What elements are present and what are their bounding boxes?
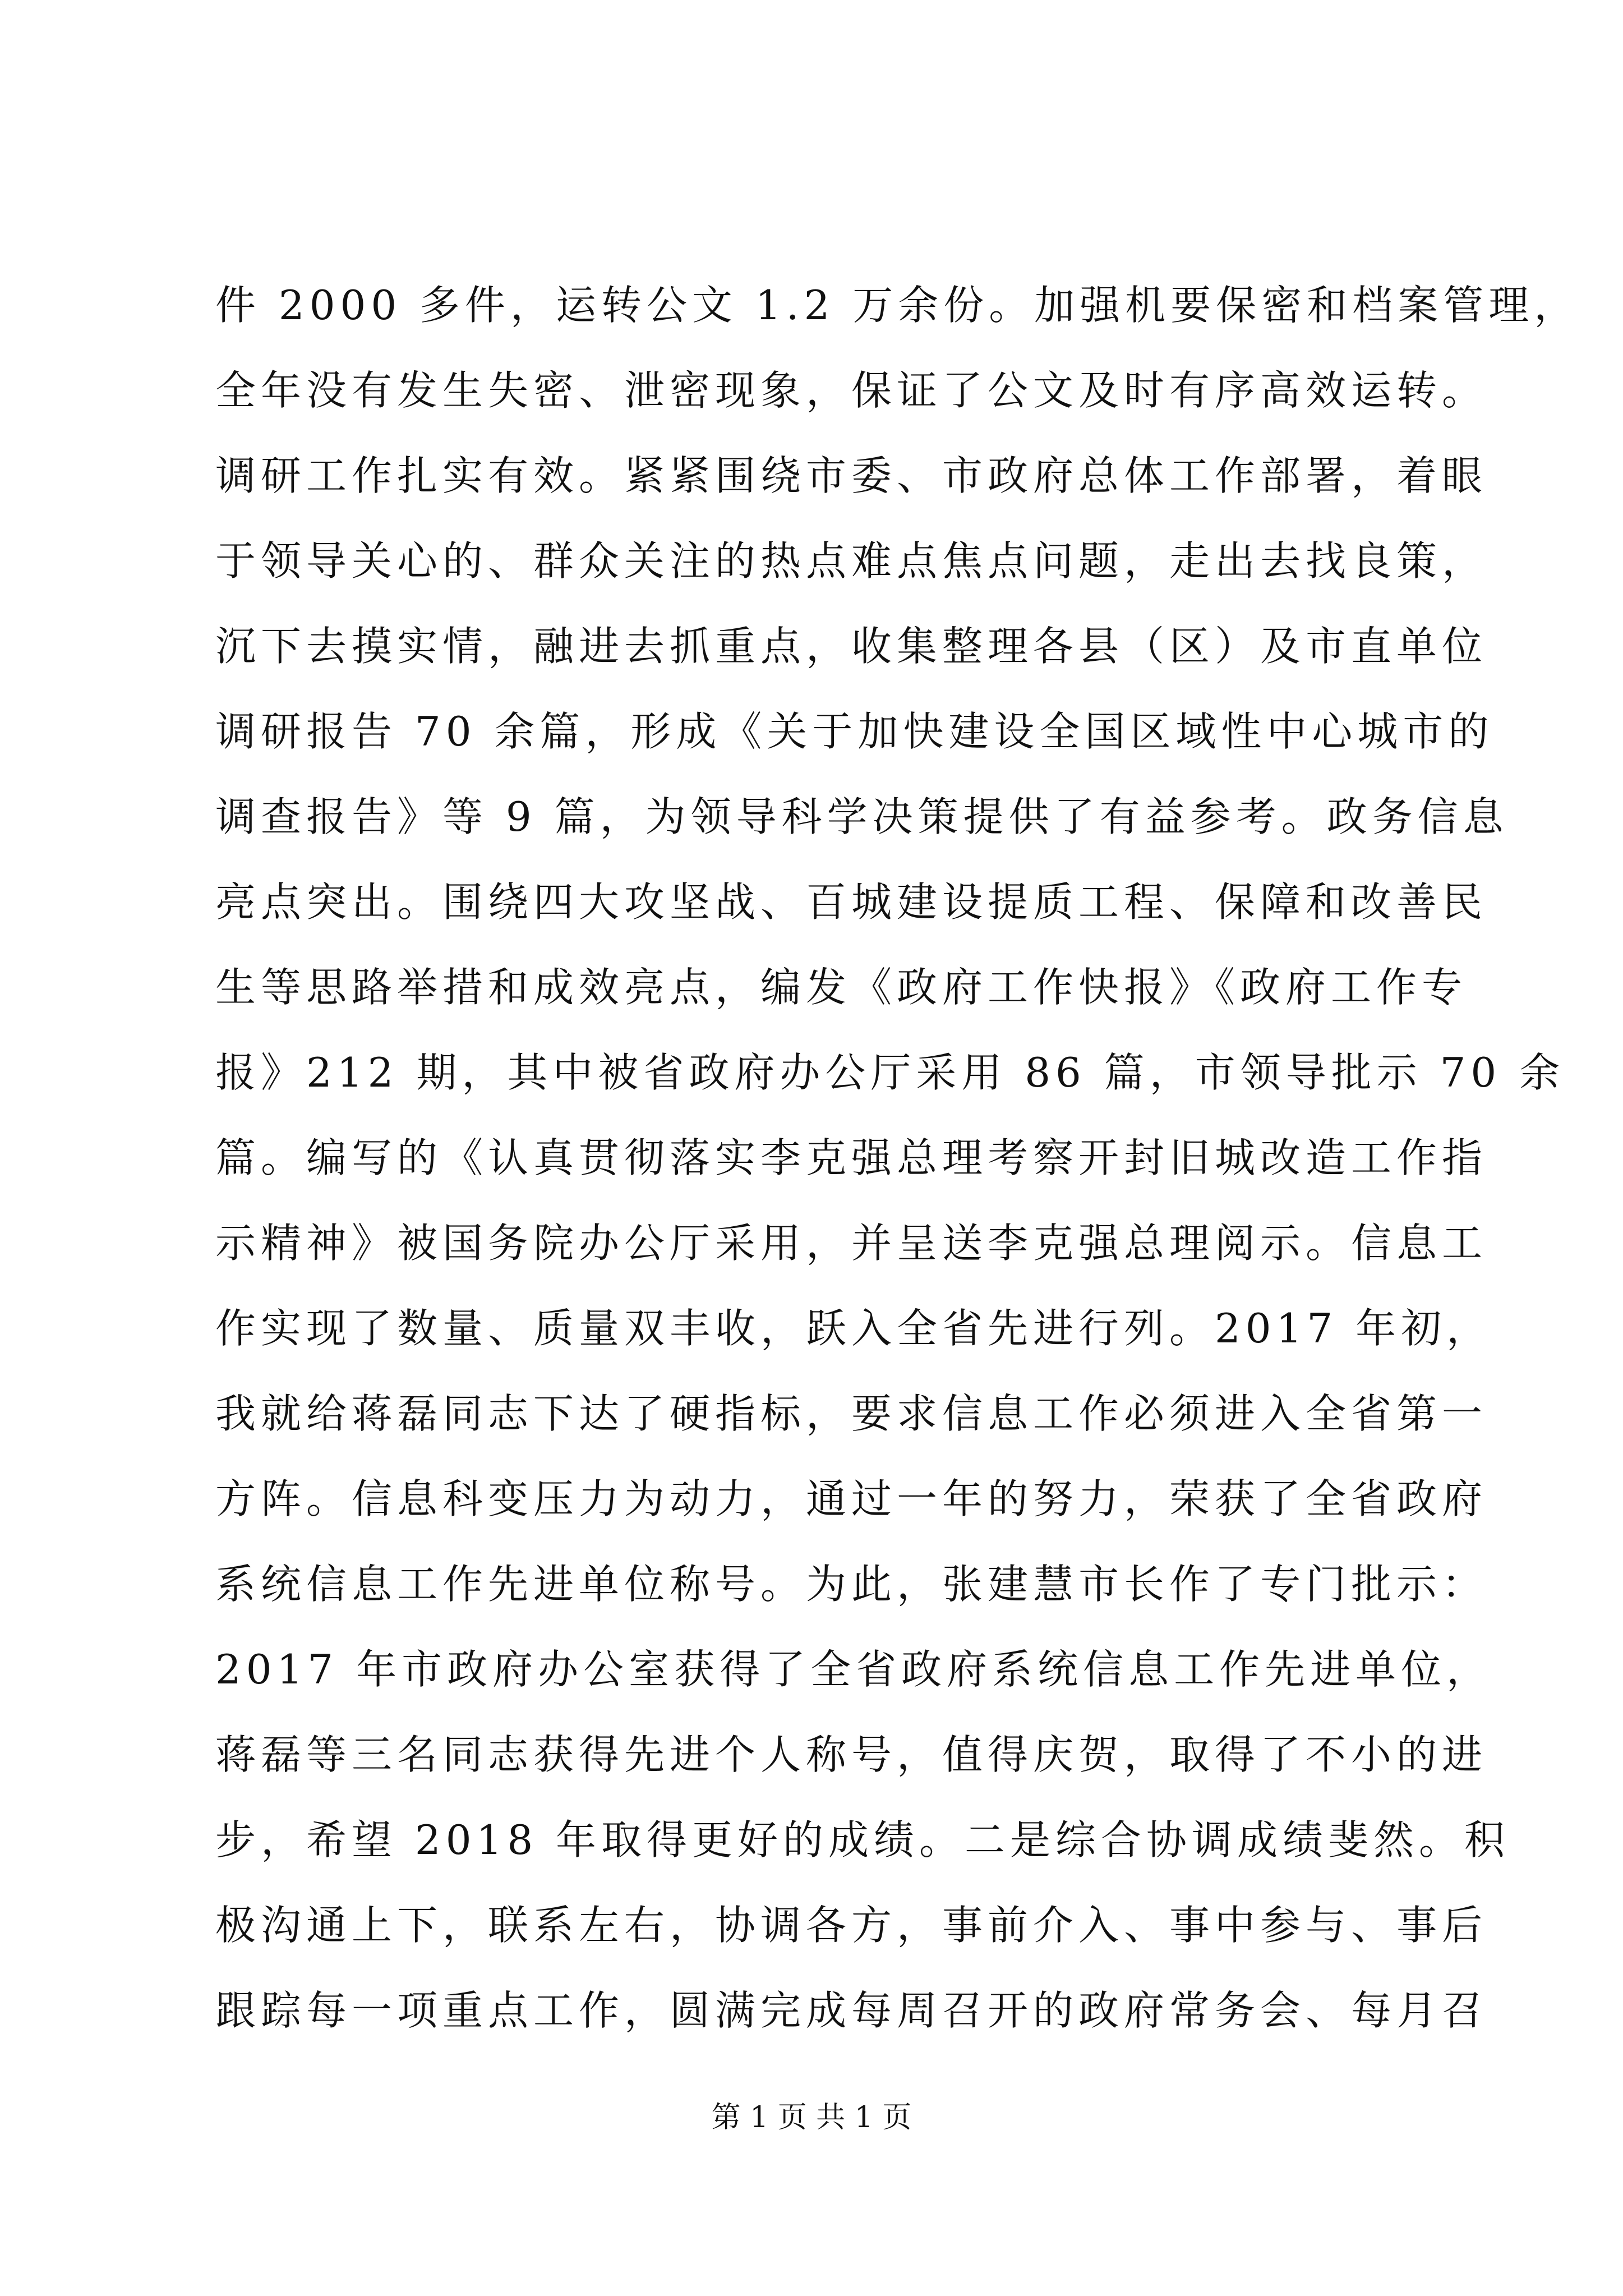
text-line: 全年没有发生失密、泄密现象，保证了公文及时有序高效运转。 xyxy=(215,367,1488,414)
text-line: 极沟通上下，联系左右，协调各方，事前介入、事中参与、事后 xyxy=(215,1902,1488,1949)
page-footer: 第 1 页 共 1 页 xyxy=(711,2101,912,2134)
text-line: 蒋磊等三名同志获得先进个人称号，值得庆贺，取得了不小的进 xyxy=(215,1731,1488,1778)
text-line: 生等思路举措和成效亮点，编发《政府工作快报》《政府工作专 xyxy=(215,964,1468,1011)
text-line: 调研工作扎实有效。紧紧围绕市委、市政府总体工作部署，着眼 xyxy=(215,452,1488,499)
text-line: 作实现了数量、质量双丰收，跃入全省先进行列。2017 年初， xyxy=(215,1305,1492,1352)
text-line: 篇。编写的《认真贯彻落实李克强总理考察开封旧城改造工作指 xyxy=(215,1134,1488,1181)
text-line: 2017 年市政府办公室获得了全省政府系统信息工作先进单位， xyxy=(215,1646,1492,1693)
text-line: 系统信息工作先进单位称号。为此，张建慧市长作了专门批示： xyxy=(215,1561,1488,1608)
text-line: 亮点突出。围绕四大攻坚战、百城建设提质工程、保障和改善民 xyxy=(215,878,1488,926)
text-line: 报》212 期，其中被省政府办公厅采用 86 篇，市领导批示 70 余 xyxy=(215,1049,1565,1096)
text-line: 沉下去摸实情，融进去抓重点，收集整理各县（区）及市直单位 xyxy=(215,623,1488,670)
body-paragraph xyxy=(215,263,1580,2053)
text-line: 调查报告》等 9 篇，为领导科学决策提供了有益参考。政务信息 xyxy=(215,793,1509,840)
text-line: 方阵。信息科变压力为动力，通过一年的努力，荣获了全省政府 xyxy=(215,1475,1488,1522)
text-line: 示精神》被国务院办公厅采用，并呈送李克强总理阅示。信息工 xyxy=(215,1220,1488,1267)
text-line: 步，希望 2018 年取得更好的成绩。二是综合协调成绩斐然。积 xyxy=(215,1816,1510,1864)
text-line: 件 2000 多件，运转公文 1.2 万余份。加强机要保密和档案管理， xyxy=(215,282,1580,329)
text-line: 调研报告 70 余篇，形成《关于加快建设全国区域性中心城市的 xyxy=(215,708,1494,755)
text-line: 跟踪每一项重点工作，圆满完成每周召开的政府常务会、每月召 xyxy=(215,1987,1488,2034)
text-line: 我就给蒋磊同志下达了硬指标，要求信息工作必须进入全省第一 xyxy=(215,1390,1488,1437)
text-line: 于领导关心的、群众关注的热点难点焦点问题，走出去找良策， xyxy=(215,537,1488,585)
